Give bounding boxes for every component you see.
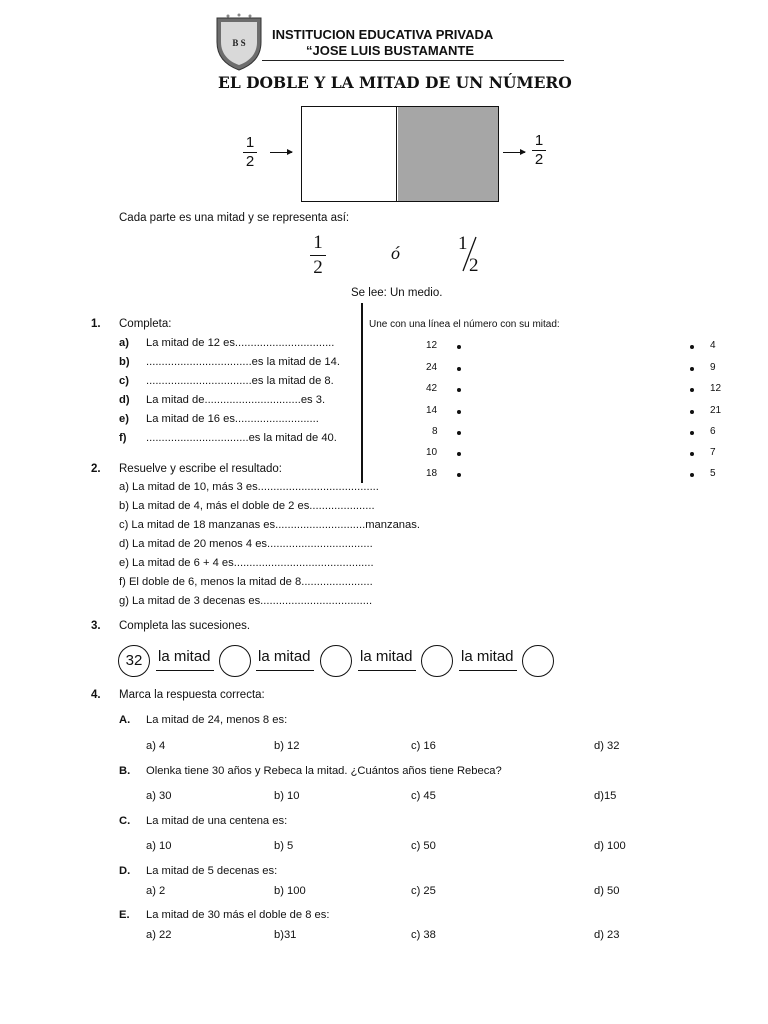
q4-heading: Marca la respuesta correcta:	[119, 689, 265, 701]
svg-text:B S: B S	[232, 38, 246, 48]
sequence-step-underline	[358, 670, 416, 671]
q1-item-label: c)	[119, 375, 129, 387]
match-heading: Une con una línea el número con su mitad:	[369, 319, 560, 330]
left-fraction	[243, 135, 257, 170]
q3-number: 3.	[91, 620, 101, 632]
match-right-number: 7	[710, 447, 716, 458]
school-logo	[214, 12, 264, 72]
q1-number: 1.	[91, 318, 101, 330]
q4-option[interactable]: a) 22	[146, 929, 172, 941]
q4-option[interactable]: d) 50	[594, 885, 620, 897]
q4-option[interactable]: c) 38	[411, 929, 436, 941]
q1-item-text: .................................es la mitad de 40.	[146, 432, 337, 444]
q4-option[interactable]: c) 45	[411, 790, 436, 802]
match-right-number: 6	[710, 426, 716, 437]
q4-option[interactable]: d) 32	[594, 740, 620, 752]
shaded-half	[398, 107, 498, 201]
match-right-number: 12	[710, 383, 722, 394]
right-fraction-denominator: 2	[534, 151, 544, 168]
match-right-number: 4	[710, 340, 716, 351]
q1-item-text: La mitad de 16 es...........................	[146, 413, 319, 425]
q4-option[interactable]: a) 4	[146, 740, 166, 752]
half-fraction-stacked	[310, 233, 326, 278]
match-left-number: 14	[426, 405, 438, 416]
stacked-denominator: 2	[313, 257, 323, 278]
match-left-dot[interactable]	[457, 431, 461, 435]
q4-option[interactable]: b) 10	[274, 790, 300, 802]
q4-question-label: B.	[119, 765, 131, 777]
q4-option[interactable]: b) 5	[274, 840, 294, 852]
q2-heading: Resuelve y escribe el resultado:	[119, 463, 282, 475]
match-right-dot[interactable]	[690, 367, 694, 371]
q1-item-text: La mitad de...............................es 3.	[146, 394, 326, 406]
sequence-step-underline	[459, 670, 517, 671]
q1-item-label: f)	[119, 432, 127, 444]
sequence-step-underline	[256, 670, 314, 671]
q1-item-label: d)	[119, 394, 130, 406]
q4-option[interactable]: c) 50	[411, 840, 436, 852]
sequence-answer-circle[interactable]	[320, 645, 352, 677]
q4-number: 4.	[91, 689, 101, 701]
q2-number: 2.	[91, 463, 101, 475]
q4-question-text: La mitad de una centena es:	[146, 815, 288, 827]
left-fraction-denominator: 2	[245, 153, 255, 170]
q3-heading: Completa las sucesiones.	[119, 620, 251, 632]
sequence-answer-circle[interactable]	[522, 645, 554, 677]
left-fraction-numerator: 1	[245, 134, 255, 151]
q4-option[interactable]: d) 100	[594, 840, 626, 852]
q1-item-label: b)	[119, 356, 130, 368]
q1-item-text: La mitad de 12 es................................	[146, 337, 335, 349]
q2-item: a) La mitad de 10, más 3 es.......................................	[119, 481, 379, 493]
q4-option[interactable]: b) 12	[274, 740, 300, 752]
intro-text: Cada parte es una mitad y se representa así:	[119, 212, 350, 224]
or-text: ó	[391, 243, 400, 263]
school-name-line1: INSTITUCION EDUCATIVA PRIVADA	[272, 27, 494, 42]
column-divider	[361, 303, 363, 483]
q4-question-text: Olenka tiene 30 años y Rebeca la mitad. ¿Cuántos años tiene Rebeca?	[146, 765, 502, 777]
match-left-dot[interactable]	[457, 345, 461, 349]
q4-question-text: La mitad de 24, menos 8 es:	[146, 714, 288, 726]
match-left-dot[interactable]	[457, 410, 461, 414]
match-right-dot[interactable]	[690, 345, 694, 349]
header-divider	[262, 60, 564, 61]
sequence-answer-circle[interactable]	[219, 645, 251, 677]
half-fraction-slash	[456, 233, 486, 275]
match-right-number: 9	[710, 362, 716, 373]
match-right-dot[interactable]	[690, 410, 694, 414]
q4-option[interactable]: c) 16	[411, 740, 436, 752]
q2-item: f) El doble de 6, menos la mitad de 8.......................	[119, 576, 373, 588]
match-left-dot[interactable]	[457, 452, 461, 456]
right-fraction-numerator: 1	[534, 132, 544, 149]
q4-option[interactable]: a) 2	[146, 885, 166, 897]
q1-item-text: ..................................es la mitad de 8.	[146, 375, 334, 387]
stacked-numerator: 1	[313, 232, 323, 253]
sequence-step-label: la mitad	[158, 648, 211, 665]
q4-question-label: D.	[119, 865, 131, 877]
match-left-dot[interactable]	[457, 388, 461, 392]
q4-question-text: La mitad de 5 decenas es:	[146, 865, 278, 877]
match-left-number: 8	[432, 426, 438, 437]
match-left-dot[interactable]	[457, 367, 461, 371]
sequence-step-label: la mitad	[258, 648, 311, 665]
left-arrow-icon	[270, 152, 292, 153]
match-left-number: 10	[426, 447, 438, 458]
sequence-step-label: la mitad	[360, 648, 413, 665]
q4-option[interactable]: c) 25	[411, 885, 436, 897]
match-right-dot[interactable]	[690, 431, 694, 435]
page-title: EL DOBLE Y LA MITAD DE UN NÚMERO	[218, 73, 572, 92]
slash-numerator: 1	[458, 233, 468, 254]
q2-item: g) La mitad de 3 decenas es....................................	[119, 595, 373, 607]
q4-question-label: A.	[119, 714, 131, 726]
match-right-dot[interactable]	[690, 452, 694, 456]
q4-option[interactable]: a) 10	[146, 840, 172, 852]
match-right-number: 21	[710, 405, 722, 416]
match-right-dot[interactable]	[690, 473, 694, 477]
match-right-dot[interactable]	[690, 388, 694, 392]
q4-option[interactable]: d) 23	[594, 929, 620, 941]
q2-item: d) La mitad de 20 menos 4 es..................................	[119, 538, 373, 550]
q4-option[interactable]: d)15	[594, 790, 617, 802]
match-right-number: 5	[710, 468, 716, 479]
q1-heading: Completa:	[119, 318, 172, 330]
slash-denominator: 2	[469, 255, 479, 276]
match-left-number: 12	[426, 340, 438, 351]
unshaded-half	[302, 107, 397, 201]
match-left-dot[interactable]	[457, 473, 461, 477]
match-left-number: 42	[426, 383, 438, 394]
sequence-answer-circle[interactable]	[421, 645, 453, 677]
q2-item: b) La mitad de 4, más el doble de 2 es.....................	[119, 500, 375, 512]
sequence-step-label: la mitad	[461, 648, 514, 665]
sequence-start-circle: 32	[118, 645, 150, 677]
q4-question-label: E.	[119, 909, 130, 921]
q4-option[interactable]: a) 30	[146, 790, 172, 802]
school-name-line2: “JOSE LUIS BUSTAMANTE	[306, 43, 475, 58]
sequence-step-underline	[156, 670, 214, 671]
q4-option[interactable]: b) 100	[274, 885, 306, 897]
q2-item: e) La mitad de 6 + 4 es.............................................	[119, 557, 374, 569]
q4-question-text: La mitad de 30 más el doble de 8 es:	[146, 909, 330, 921]
match-left-number: 24	[426, 362, 438, 373]
q4-question-label: C.	[119, 815, 131, 827]
reads-text: Se lee: Un medio.	[351, 287, 443, 299]
q1-item-text: ..................................es la mitad de 14.	[146, 356, 340, 368]
whole-rectangle	[301, 106, 499, 202]
q1-item-label: a)	[119, 337, 129, 349]
right-arrow-icon	[503, 152, 525, 153]
right-fraction	[532, 133, 546, 168]
match-left-number: 18	[426, 468, 438, 479]
shield-icon	[214, 12, 264, 72]
q4-option[interactable]: b)31	[274, 929, 297, 941]
q1-item-label: e)	[119, 413, 129, 425]
q2-item: c) La mitad de 18 manzanas es.............................manzanas.	[119, 519, 420, 531]
